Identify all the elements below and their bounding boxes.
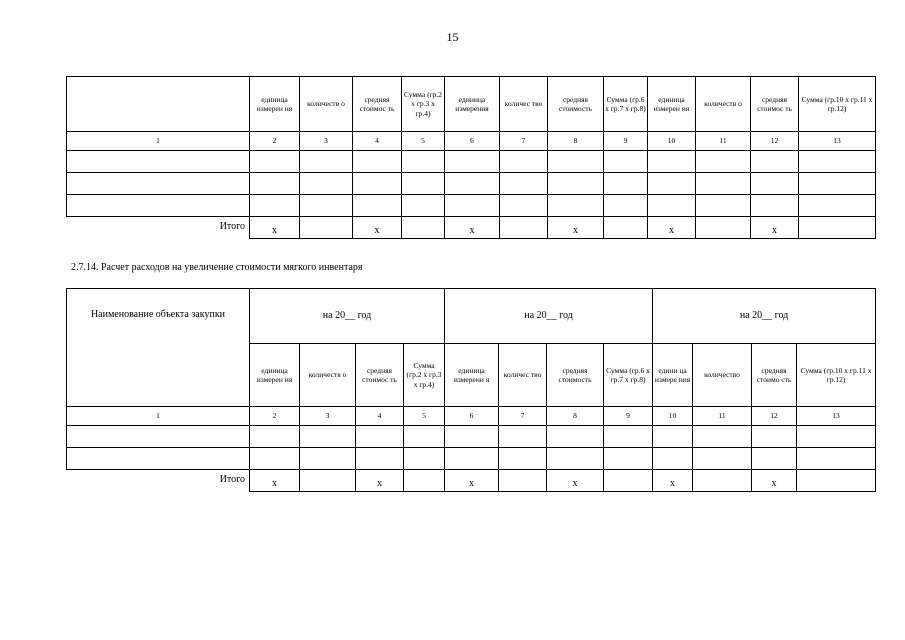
column-number: 7 — [500, 132, 548, 151]
header-cell: единица измерения — [445, 77, 500, 132]
header-cell: количес тво — [500, 77, 548, 132]
column-number: 6 — [445, 132, 500, 151]
x-mark: х — [548, 217, 604, 239]
header-cell: средняя стоимость — [548, 77, 604, 132]
x-mark: х — [353, 217, 402, 239]
header-cell: Сумма (гр.2 х гр.3 х гр.4) — [402, 77, 445, 132]
empty-row — [67, 195, 876, 217]
header-cell: единица измерен ия — [648, 77, 696, 132]
column-number: 9 — [604, 132, 648, 151]
total-label: Итого — [219, 474, 245, 485]
header-cell: средняя стоимос ть — [353, 77, 402, 132]
column-number: 10 — [648, 132, 696, 151]
x-mark: х — [751, 217, 799, 239]
header-cell: количеств о — [696, 77, 751, 132]
empty-row — [67, 151, 876, 173]
header-cell: средняя стоимо сть — [752, 344, 797, 407]
column-number: 6 — [445, 407, 499, 426]
header-cell: Сумма (гр.10 х гр.11 х гр.12) — [797, 344, 876, 407]
header-cell: единица измерен ия — [250, 344, 300, 407]
header-cell: Сумма (гр.6 х гр.7 х гр.8) — [604, 77, 648, 132]
column-number-row — [67, 132, 876, 151]
year-header-row — [67, 289, 876, 344]
x-mark: х — [356, 470, 404, 492]
x-mark: х — [445, 470, 499, 492]
column-number: 11 — [693, 407, 752, 426]
header-cell: единица измерен ия — [250, 77, 300, 132]
column-number: 10 — [653, 407, 693, 426]
table-continued — [66, 76, 876, 239]
empty-row — [67, 448, 876, 470]
column-number: 12 — [752, 407, 797, 426]
column-number: 9 — [604, 407, 653, 426]
section-title: 2.7.14. Расчет расходов на увеличение стоимости мягкого инвентаря — [71, 262, 363, 273]
x-mark: х — [250, 217, 300, 239]
empty-row — [67, 173, 876, 195]
column-number: 5 — [402, 132, 445, 151]
header-cell: количеств о — [300, 77, 353, 132]
column-number: 8 — [548, 132, 604, 151]
x-mark: х — [250, 470, 300, 492]
column-number: 2 — [250, 407, 300, 426]
header-cell: количес тво — [499, 344, 547, 407]
column-number: 4 — [353, 132, 402, 151]
column-number: 4 — [356, 407, 404, 426]
total-row — [67, 217, 876, 239]
column-number: 12 — [751, 132, 799, 151]
column-number: 5 — [404, 407, 445, 426]
column-number: 13 — [799, 132, 876, 151]
year-header: на 20__ год — [250, 289, 445, 344]
column-number: 11 — [696, 132, 751, 151]
column-number: 3 — [300, 407, 356, 426]
header-cell: единица измерени я — [445, 344, 499, 407]
column-number: 3 — [300, 132, 353, 151]
column-number: 8 — [547, 407, 604, 426]
x-mark: х — [547, 470, 604, 492]
table-header-row — [67, 77, 876, 132]
header-cell: Сумма (гр.2 х гр.3 х гр.4) — [404, 344, 445, 407]
column-number-row — [67, 407, 876, 426]
header-cell — [67, 77, 250, 132]
header-cell: средняя стоимос ть — [751, 77, 799, 132]
year-header: на 20__ год — [653, 289, 876, 344]
header-cell: количеств о — [300, 344, 356, 407]
header-cell: Сумма (гр.10 х гр.11 х гр.12) — [799, 77, 876, 132]
soft-inventory-table — [66, 288, 876, 492]
total-row — [67, 470, 876, 492]
header-cell: Сумма (гр.6 х гр.7 х гр.8) — [604, 344, 653, 407]
column-number: 1 — [67, 132, 250, 151]
x-mark: х — [752, 470, 797, 492]
x-mark: х — [653, 470, 693, 492]
column-number: 7 — [499, 407, 547, 426]
column-number: 13 — [797, 407, 876, 426]
header-cell: средняя стоимость — [547, 344, 604, 407]
object-name-header: Наименование объекта закупки — [67, 289, 250, 407]
year-header: на 20__ год — [445, 289, 653, 344]
header-cell: количество — [693, 344, 752, 407]
column-number: 1 — [67, 407, 250, 426]
total-label: Итого — [219, 221, 245, 232]
x-mark: х — [445, 217, 500, 239]
page-number: 15 — [446, 30, 459, 44]
header-cell: едини ца измере ния — [653, 344, 693, 407]
empty-row — [67, 426, 876, 448]
column-number: 2 — [250, 132, 300, 151]
x-mark: х — [648, 217, 696, 239]
header-cell: средняя стоимос ть — [356, 344, 404, 407]
